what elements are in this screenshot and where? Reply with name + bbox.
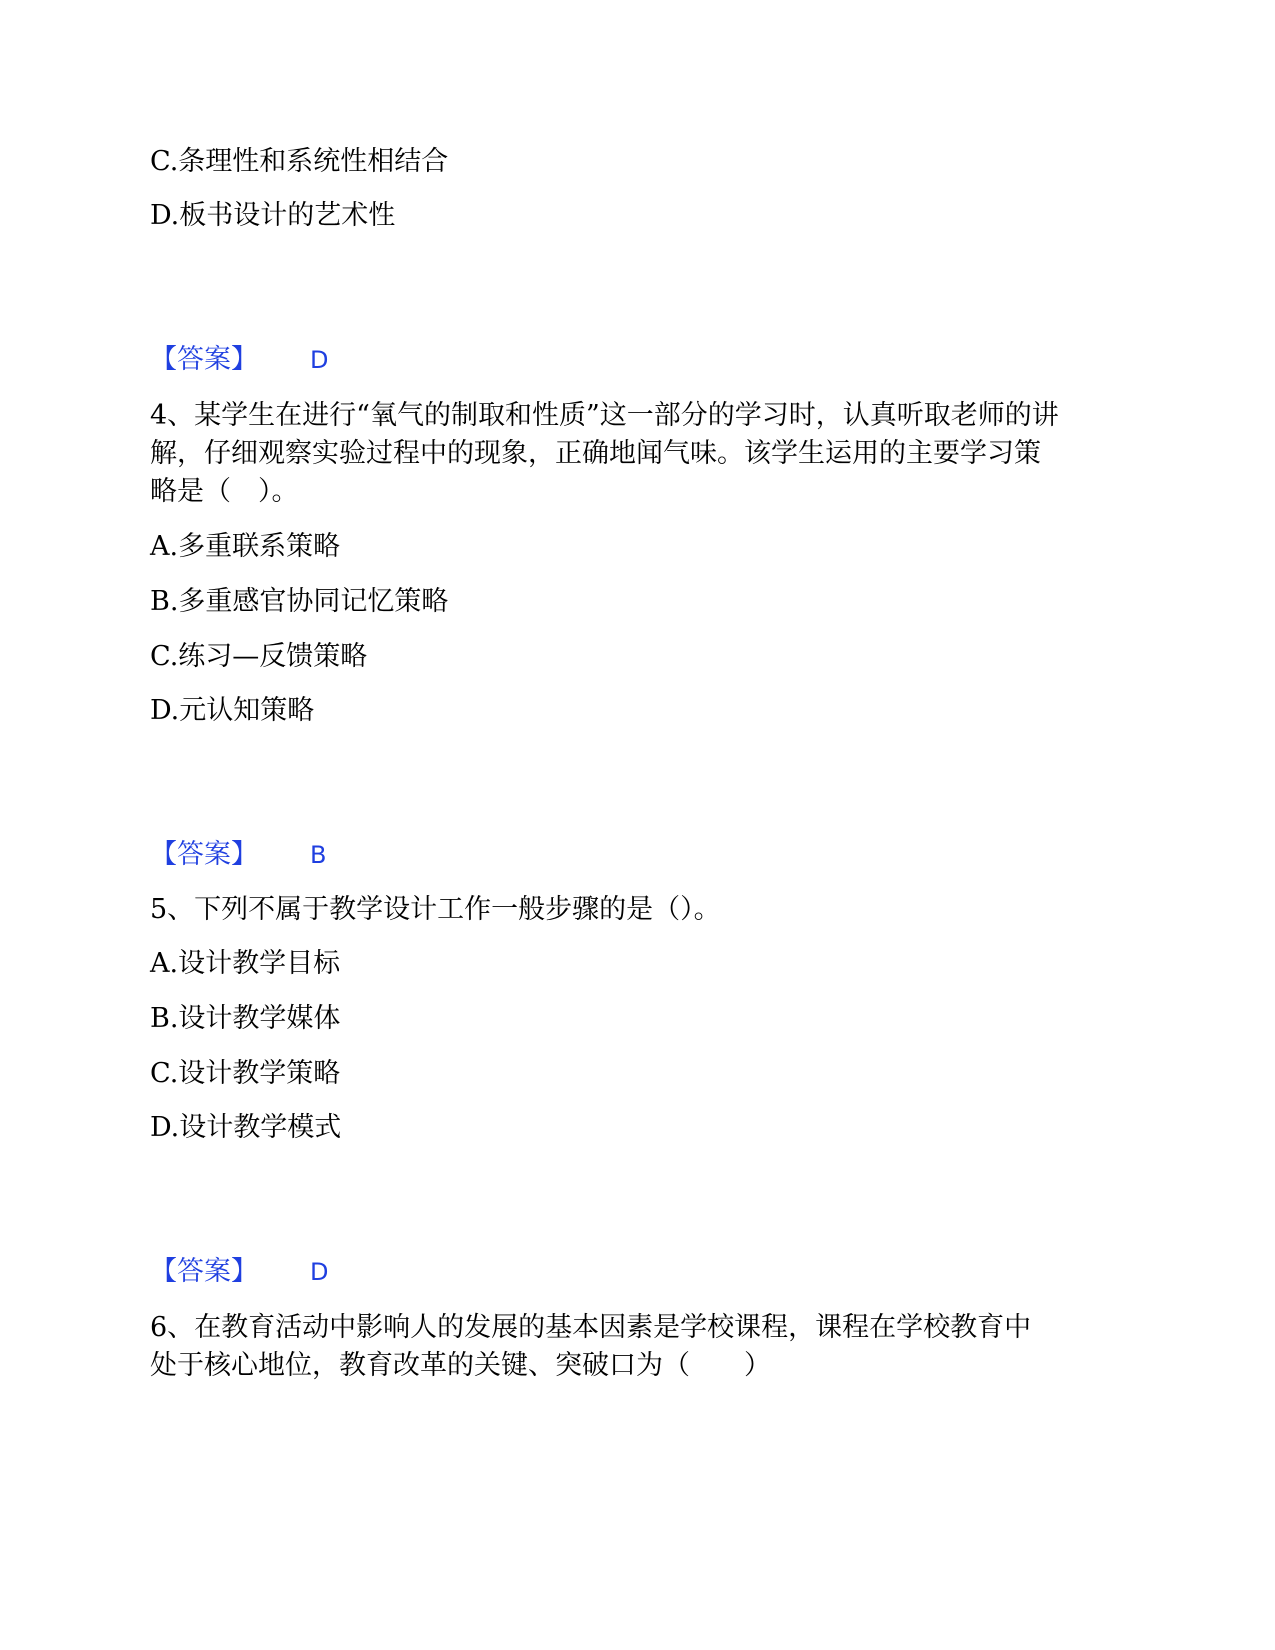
q4-stem-line-3: 略是（ ）。 <box>150 476 299 507</box>
q5-answer <box>150 1252 328 1292</box>
q4-option-c: C.练习—反馈策略 <box>150 641 368 672</box>
q3-option-d: D.板书设计的艺术性 <box>150 200 396 231</box>
q4-answer-value: B <box>310 841 327 869</box>
q3-option-c: C.条理性和系统性相结合 <box>150 146 449 177</box>
q3-answer-value: D <box>310 346 329 374</box>
q5-option-d: D.设计教学模式 <box>150 1112 342 1143</box>
q3-answer <box>150 340 328 380</box>
q4-answer <box>150 835 326 875</box>
q6-stem-line-1: 6、在教育活动中影响人的发展的基本因素是学校课程，课程在学校教育中 <box>150 1312 1032 1343</box>
q5-option-a: A.设计教学目标 <box>150 948 341 979</box>
q4-stem-line-1: 4、某学生在进行“氧气的制取和性质”这一部分的学习时，认真听取老师的讲 <box>150 400 1059 431</box>
q5-stem: 5、下列不属于教学设计工作一般步骤的是（）。 <box>150 894 721 925</box>
q4-option-d: D.元认知策略 <box>150 695 315 726</box>
q3-answer-tag: 【答案】 <box>150 344 258 375</box>
q5-option-c: C.设计教学策略 <box>150 1058 341 1089</box>
q5-option-b: B.设计教学媒体 <box>150 1003 341 1034</box>
q4-answer-tag: 【答案】 <box>150 839 258 870</box>
q5-answer-value: D <box>310 1258 329 1286</box>
q4-stem-line-2: 解，仔细观察实验过程中的现象，正确地闻气味。该学生运用的主要学习策 <box>150 438 1041 469</box>
q4-option-a: A.多重联系策略 <box>150 531 341 562</box>
q6-stem-line-2: 处于核心地位，教育改革的关键、突破口为（ ） <box>150 1350 771 1381</box>
q5-answer-tag: 【答案】 <box>150 1256 258 1287</box>
q4-option-b: B.多重感官协同记忆策略 <box>150 586 449 617</box>
